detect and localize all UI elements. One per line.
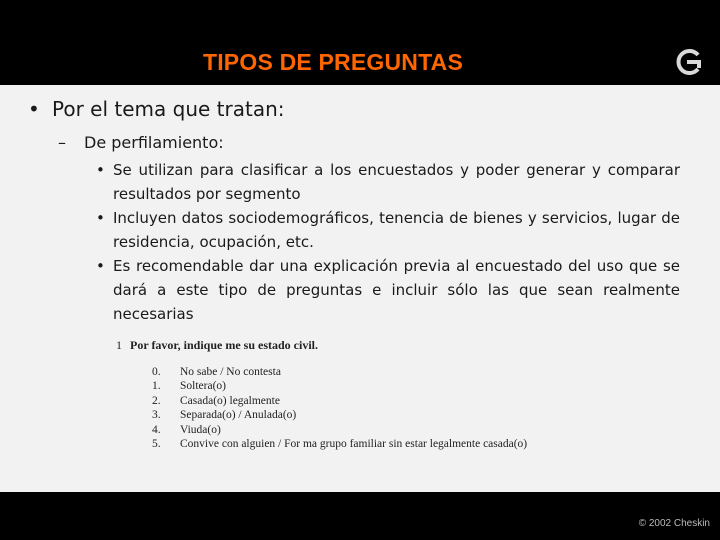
- option-number: 5.: [152, 438, 161, 450]
- chesskin-logo-icon: [674, 47, 704, 77]
- bullet-level1-text: Por el tema que tratan:: [52, 97, 285, 121]
- bullet-level2-text: De perfilamiento:: [84, 133, 224, 152]
- answer-option: [152, 395, 280, 407]
- copyright-text: © 2002 Cheskin: [638, 518, 710, 529]
- question-title: [116, 338, 318, 353]
- bullet-level3-text: Incluyen datos sociodemográficos, tenencia de bienes y servicios, lugar de residencia, ocupación, etc.: [113, 209, 680, 251]
- bullet-level3-text: Se utilizan para clasificar a los encuestados y poder generar y comparar resultados por segmento: [113, 161, 680, 203]
- bullet-dot: •: [96, 209, 105, 227]
- bullet-dot: •: [96, 257, 105, 275]
- bullet-dash: –: [58, 133, 66, 152]
- slide-title: TIPOS DE PREGUNTAS: [202, 49, 464, 75]
- bullet-dot: •: [28, 97, 40, 121]
- answer-option: [152, 438, 527, 450]
- bullet-level3-text: Es recomendable dar una explicación previa al encuestado del uso que se dará a este tipo de preguntas e incluir sólo las que sean realmente necesarias: [113, 257, 680, 323]
- option-label: Viuda(o): [180, 424, 221, 436]
- answer-option: [152, 366, 281, 378]
- option-label: Soltera(o): [180, 380, 226, 392]
- footer-bar: [0, 492, 720, 540]
- option-number: 4.: [152, 424, 161, 436]
- option-label: No sabe / No contesta: [180, 366, 281, 378]
- option-label: Separada(o) / Anulada(o): [180, 409, 297, 421]
- bullet-level3-item: [96, 206, 680, 254]
- option-number: 3.: [152, 409, 161, 421]
- answer-option: [152, 409, 296, 421]
- bullet-dot: •: [96, 161, 105, 179]
- answer-option: [152, 424, 221, 436]
- option-number: 1.: [152, 380, 161, 392]
- option-label: Casada(o) legalmente: [180, 395, 280, 407]
- question-text: Por favor, indique me su estado civil.: [130, 338, 319, 352]
- option-number: 0.: [152, 366, 161, 378]
- bullet-level3-item: [96, 254, 680, 326]
- option-number: 2.: [152, 395, 161, 407]
- answer-option: [152, 380, 226, 392]
- bullet-level3-item: [96, 158, 680, 206]
- question-number: 1: [116, 338, 122, 352]
- option-label: Convive con alguien / For ma grupo familiar sin estar legalmente casada(o): [180, 438, 528, 450]
